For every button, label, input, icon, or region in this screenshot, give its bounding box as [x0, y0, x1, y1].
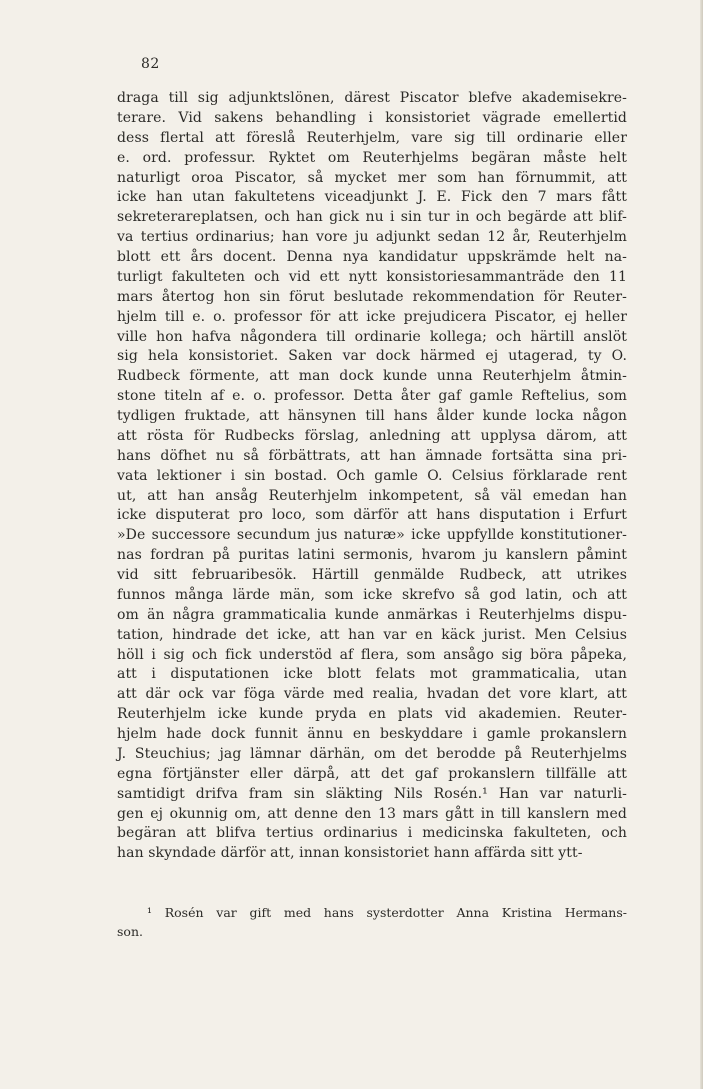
text-line: Reuterhjelm icke kunde pryda en plats vid akademien. Reuter- — [117, 706, 627, 723]
text-line: vata lektioner i sin bostad. Och gamle O. Celsius förklarade rent — [117, 467, 627, 484]
text-line: att rösta för Rudbecks förslag, anledning att upplysa därom, att — [117, 427, 627, 444]
text-line: mars återtog hon sin förut beslutade rekommendation för Reuter- — [117, 288, 627, 305]
text-line: gen ej okunnig om, att denne den 13 mars gått in till kanslern med — [117, 805, 627, 822]
text-line: turligt fakulteten och vid ett nytt konsistoriesammanträde den 11 — [117, 268, 627, 285]
text-line: va tertius ordinarius; han vore ju adjunkt sedan 12 år, Reuterhjelm — [117, 229, 627, 246]
text-line: icke disputerat pro loco, som därför att hans disputation i Erfurt — [117, 507, 627, 524]
text-line: tydligen fruktade, att hänsynen till hans ålder kunde locka någon — [117, 408, 627, 424]
text-line: att där ock var föga värde med realia, hvadan det vore klart, att — [117, 686, 627, 703]
text-line: blott ett års docent. Denna nya kandidatur uppskrämde helt na- — [117, 249, 627, 265]
text-line: hans döfhet nu så förbättrats, att han ämnade fortsätta sina pri- — [117, 447, 627, 464]
body-text — [117, 89, 627, 864]
text-line: om än några grammaticalia kunde anmärkas i Reuterhjelms dispu- — [117, 606, 627, 623]
text-line: sekreterareplatsen, och han gick nu i sin tur in och begärde att blif- — [117, 209, 627, 226]
text-line: höll i sig och fick understöd af flera, som ansågo sig böra påpeka, — [117, 646, 627, 663]
text-line: samtidigt drifva fram sin släkting Nils Rosén.¹ Han var naturli- — [117, 785, 627, 802]
text-line: nas fordran på puritas latini sermonis, hvarom ju kanslern påmint — [117, 547, 627, 564]
text-line: han skyndade därför att, innan konsistoriet hann affärda sitt ytt- — [117, 845, 583, 862]
page-number: 82 — [141, 56, 160, 72]
text-line: »De successore secundum jus naturæ» icke uppfyllde konstitutioner- — [117, 527, 627, 544]
text-line: Rudbeck förmente, att man dock kunde unna Reuterhjelm åtmin- — [117, 368, 627, 385]
text-line: ville hon hafva någondera till ordinarie kollega; och härtill anslöt — [117, 328, 627, 345]
text-line: hjelm till e. o. professor för att icke prejudicera Piscator, ej heller — [117, 308, 627, 325]
text-line: funnos många lärde män, som icke skrefvo så god latin, och att — [117, 586, 627, 603]
text-line: sig hela konsistoriet. Saken var dock härmed ej utagerad, ty O. — [117, 348, 627, 365]
text-line: e. ord. professur. Ryktet om Reuterhjelms begäran måste helt — [117, 149, 627, 166]
text-line: ut, att han ansåg Reuterhjelm inkompetent, så väl emedan han — [117, 487, 627, 504]
text-line: hjelm hade dock funnit ännu en beskyddare i gamle prokanslern — [117, 726, 627, 742]
footnote — [117, 903, 627, 941]
footnote-line: ¹ Rosén var gift med hans systerdotter Anna Kristina Hermans- — [147, 905, 627, 920]
text-line: J. Steuchius; jag lämnar därhän, om det berodde på Reuterhjelms — [117, 745, 627, 762]
text-line: vid sitt februaribesök. Härtill genmälde Rudbeck, att utrikes — [117, 567, 627, 583]
text-line: terare. Vid sakens behandling i konsistoriet vägrade emellertid — [117, 109, 627, 126]
text-line: begäran att blifva tertius ordinarius i medicinska fakulteten, och — [117, 825, 627, 842]
text-line: draga till sig adjunktslönen, därest Piscator blefve akademisekre- — [117, 90, 627, 106]
text-line: tation, hindrade det icke, att han var en käck jurist. Men Celsius — [117, 626, 627, 643]
text-line: att i disputationen icke blott felats mot grammaticalia, utan — [117, 666, 627, 683]
footnote-line: son. — [117, 924, 143, 939]
text-line: egna förtjänster eller därpå, att det gaf prokanslern tillfälle att — [117, 765, 627, 782]
text-line: naturligt oroa Piscator, så mycket mer som han förnummit, att — [117, 169, 627, 186]
text-line: stone titeln af e. o. professor. Detta åter gaf gamle Reftelius, som — [117, 388, 627, 405]
text-line: icke han utan fakultetens viceadjunkt J. E. Fick den 7 mars fått — [117, 189, 627, 206]
text-line: dess flertal att föreslå Reuterhjelm, vare sig till ordinarie eller — [117, 129, 627, 146]
